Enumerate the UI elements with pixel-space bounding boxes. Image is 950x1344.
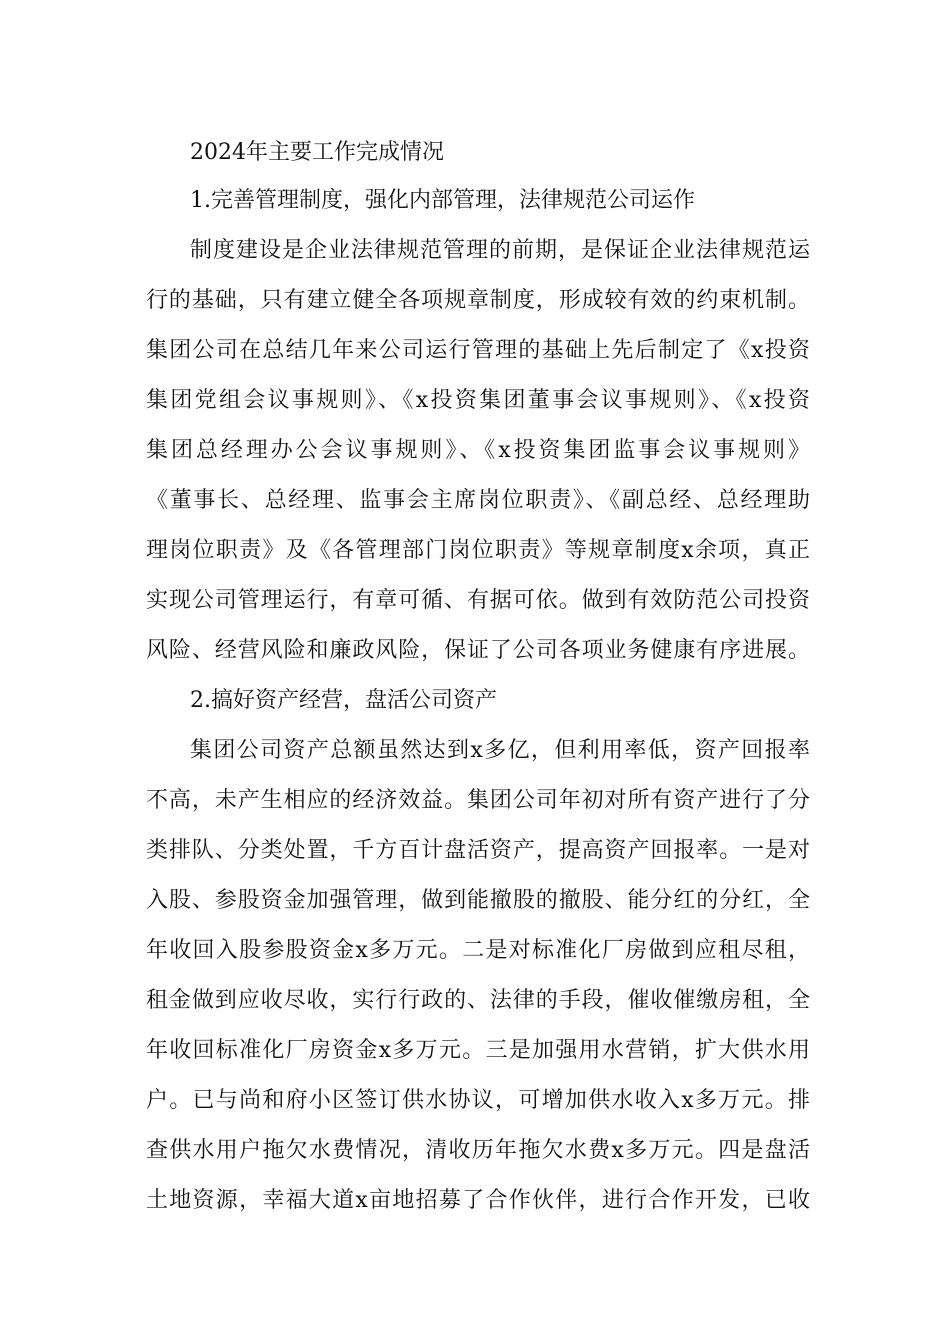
- document-heading: 2024年主要工作完成情况: [190, 140, 444, 165]
- paragraph-line: 户。已与尚和府小区签订供水协议，可增加供水收入x多万元。排: [146, 1088, 810, 1113]
- paragraph-line: 类排队、分类处置，千方百计盘活资产，提高资产回报率。一是对: [146, 838, 810, 863]
- paragraph-line: 集团公司资产总额虽然达到x多亿，但利用率低，资产回报率: [190, 738, 810, 763]
- paragraph-line: 行的基础，只有建立健全各项规章制度，形成较有效的约束机制。: [146, 288, 810, 313]
- paragraph-line: 查供水用户拖欠水费情况，清收历年拖欠水费x多万元。四是盘活: [146, 1138, 810, 1163]
- paragraph-line: 实现公司管理运行，有章可循、有据可依。做到有效防范公司投资: [146, 588, 810, 613]
- paragraph-line: 年收回入股参股资金x多万元。二是对标准化厂房做到应租尽租，: [146, 938, 810, 963]
- paragraph-line: 《董事长、总经理、监事会主席岗位职责》、《副总经、总经理助: [146, 488, 810, 513]
- paragraph-line: 租金做到应收尽收，实行行政的、法律的手段，催收催缴房租，全: [146, 988, 810, 1013]
- paragraph-line: 集团党组会议事规则》、《x投资集团董事会议事规则》、《x投资: [146, 388, 810, 413]
- section-2-title: 2.搞好资产经营，盘活公司资产: [190, 688, 497, 713]
- paragraph-line: 土地资源，幸福大道x亩地招募了合作伙伴，进行合作开发，已收: [146, 1188, 810, 1213]
- paragraph-line: 不高，未产生相应的经济效益。集团公司年初对所有资产进行了分: [146, 788, 810, 813]
- paragraph-line: 集团总经理办公会议事规则》、《x投资集团监事会议事规则》: [146, 438, 810, 463]
- paragraph-line: 理岗位职责》及《各管理部门岗位职责》等规章制度x余项，真正: [146, 538, 810, 563]
- paragraph-line: 入股、参股资金加强管理，做到能撤股的撤股、能分红的分红，全: [146, 888, 810, 913]
- paragraph-line: 风险、经营风险和廉政风险，保证了公司各项业务健康有序进展。: [146, 638, 810, 663]
- paragraph-line: 制度建设是企业法律规范管理的前期，是保证企业法律规范运: [190, 238, 810, 263]
- paragraph-line: 年收回标准化厂房资金x多万元。三是加强用水营销，扩大供水用: [146, 1038, 810, 1063]
- section-1-title: 1.完善管理制度，强化内部管理，法律规范公司运作: [190, 188, 695, 213]
- paragraph-line: 集团公司在总结几年来公司运行管理的基础上先后制定了《x投资: [146, 338, 810, 363]
